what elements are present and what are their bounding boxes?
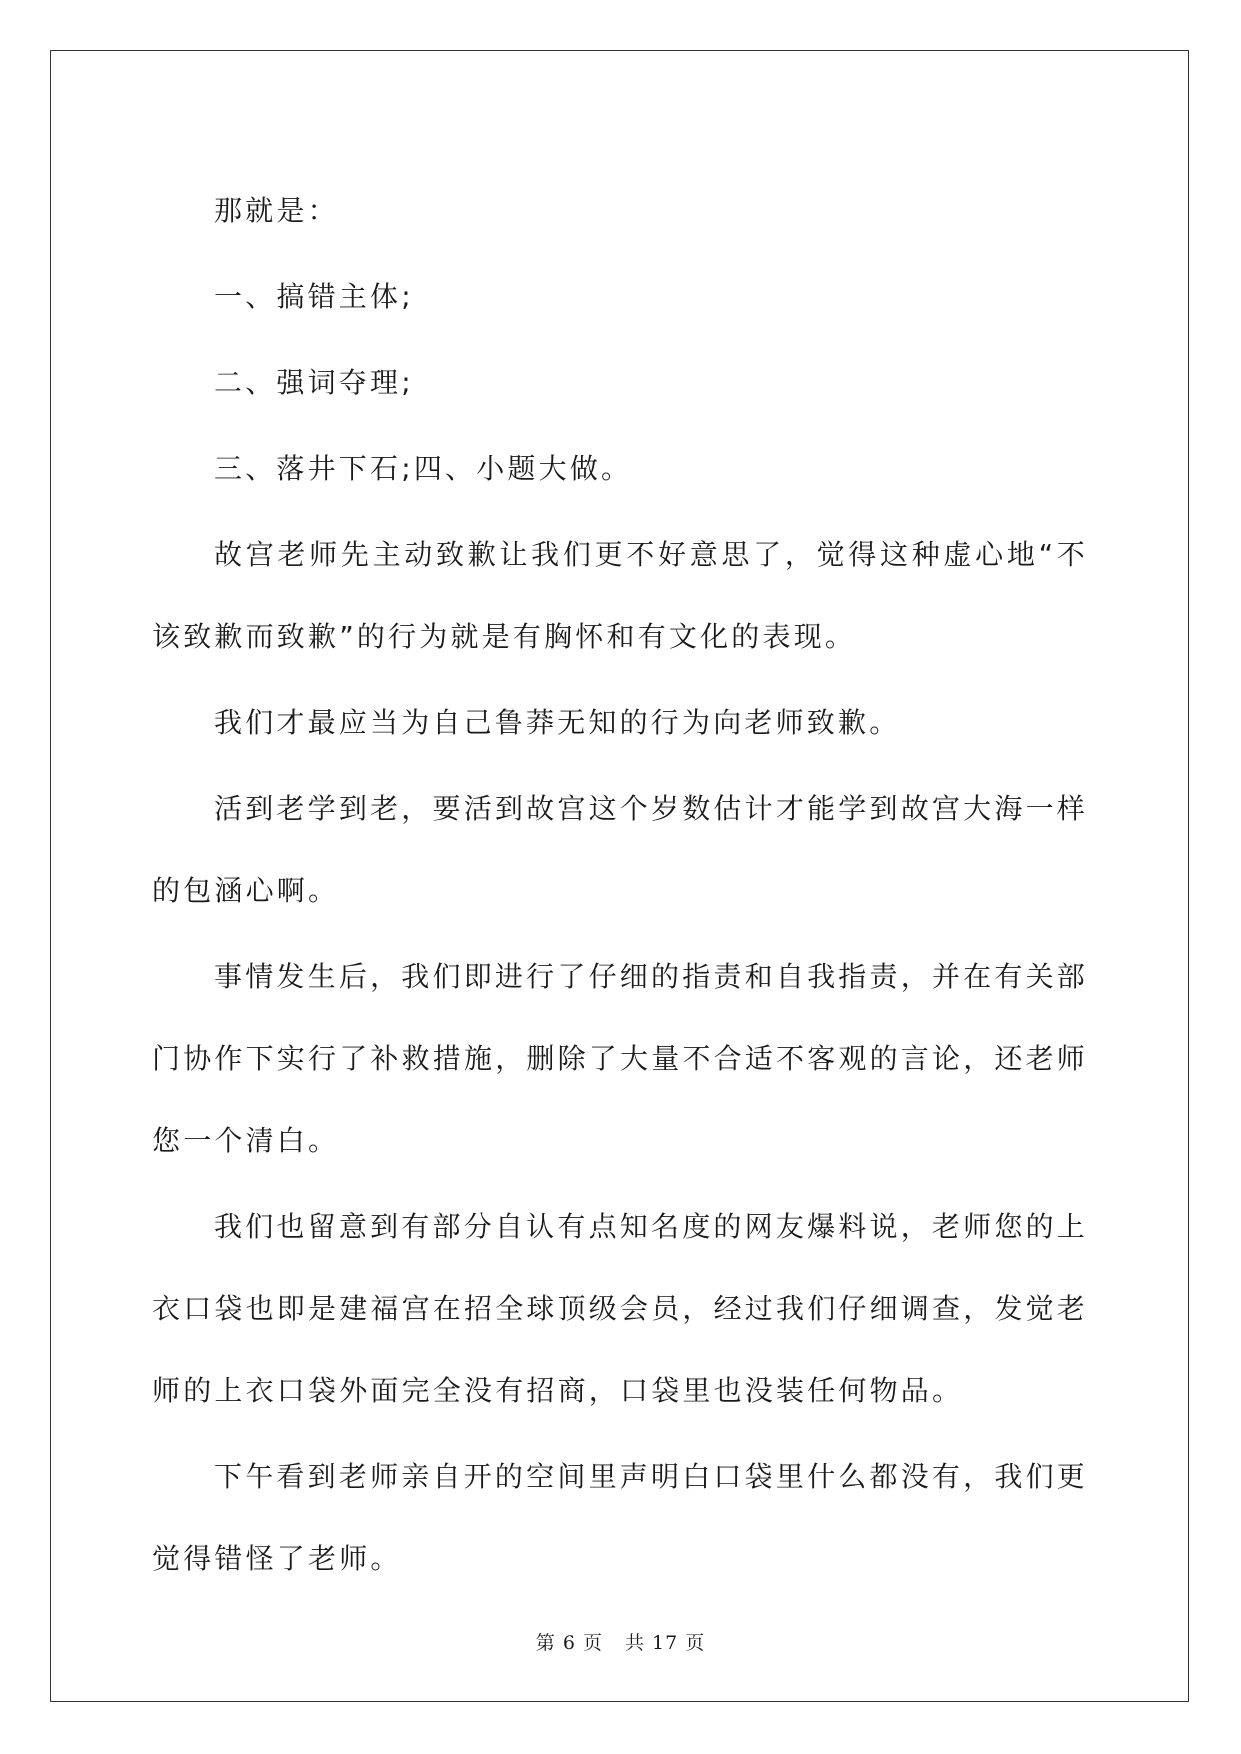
paragraph-8: 事情发生后，我们即进行了仔细的指责和自我指责，并在有关部门协作下实行了补救措施，删除了大量不合适不客观的言论，还老师您一个清白。	[152, 960, 1089, 1157]
paragraph-4: 三、落井下石;四、小题大做。	[214, 452, 633, 485]
page-number: 第 6 页	[535, 1632, 603, 1654]
paragraph-10: 下午看到老师亲自开的空间里声明白口袋里什么都没有，我们更觉得错怪了老师。	[152, 1460, 1088, 1575]
paragraph-1: 那就是：	[214, 194, 339, 227]
paragraph-6: 我们才最应当为自己鲁莽无知的行为向老师致歉。	[214, 706, 901, 739]
paragraph-9: 我们也留意到有部分自认有点知名度的网友爆料说，老师您的上衣口袋也即是建福宫在招全球顶级会员，经过我们仔细调查，发觉老师的上衣口袋外面完全没有招商，口袋里也没装任何物品。	[152, 1210, 1089, 1407]
paragraph-7: 活到老学到老，要活到故宫这个岁数估计才能学到故宫大海一样的包涵心啊。	[152, 792, 1088, 907]
paragraph-3: 二、强词夺理;	[214, 366, 414, 399]
paragraph-5: 故宫老师先主动致歉让我们更不好意思了，觉得这种虚心地“不该致歉而致歉”的行为就是有胸怀和有文化的表现。	[152, 538, 1088, 653]
page-total: 共 17 页	[624, 1632, 706, 1654]
paragraph-2: 一、搞错主体;	[214, 280, 414, 313]
document-body	[152, 170, 1088, 1604]
page-footer	[0, 1628, 1241, 1655]
